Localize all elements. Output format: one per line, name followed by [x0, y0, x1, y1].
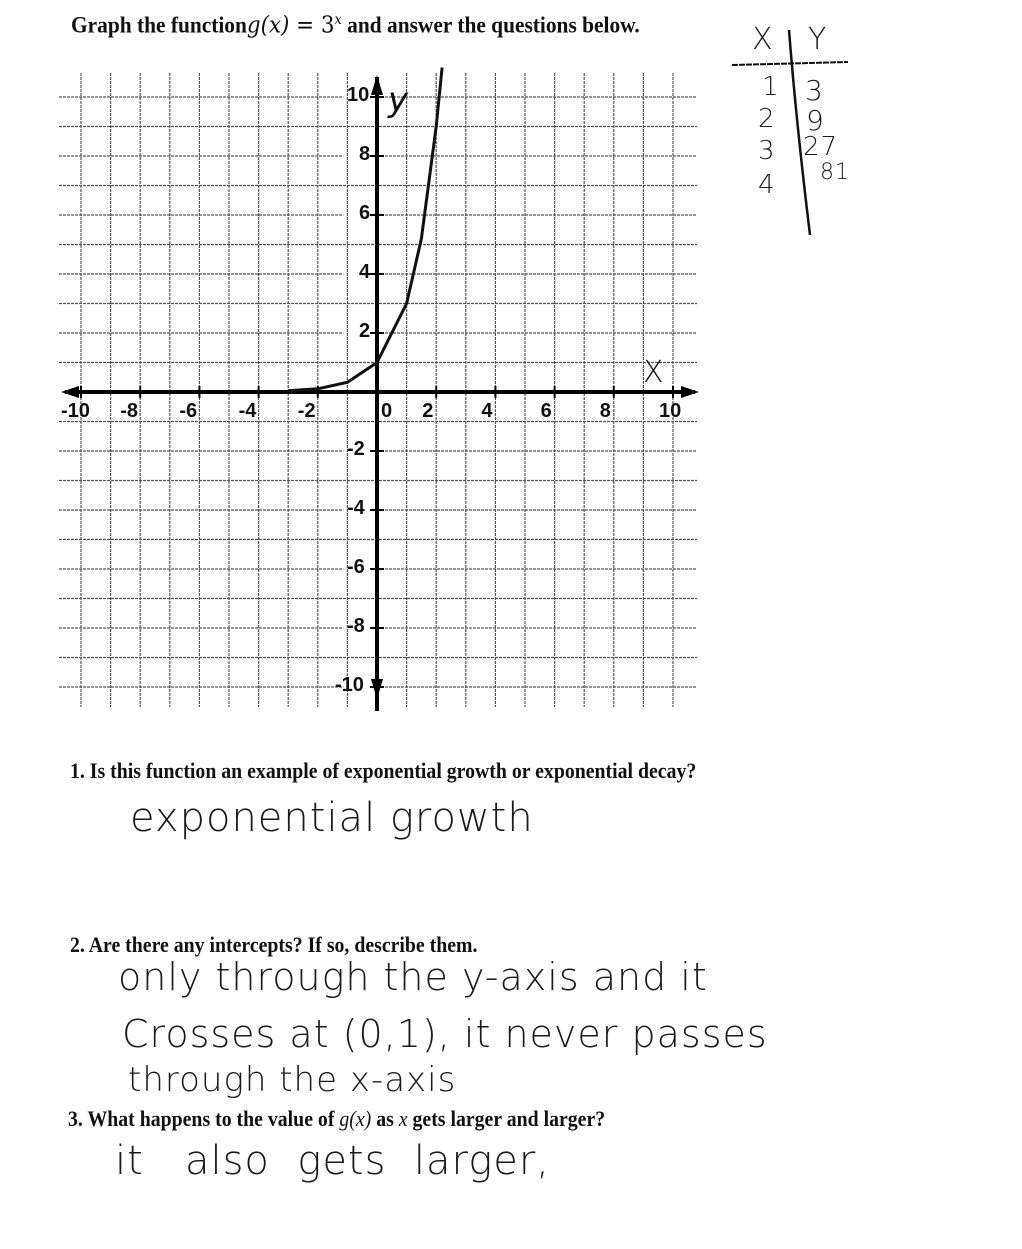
question-number: 2. [70, 932, 85, 957]
table-row-x: 2 [758, 104, 776, 134]
question-3 [68, 1106, 605, 1132]
y-tick-label: 6 [359, 202, 371, 224]
y-tick-label: -2 [347, 438, 365, 460]
table-header-y: Y [808, 22, 828, 57]
y-tick-label: 10 [347, 84, 370, 106]
table-row-y: 3 [805, 74, 824, 107]
table-row-x: 1 [762, 72, 780, 102]
title-suffix: and answer the questions below. [341, 12, 640, 38]
x-tick-label: 10 [659, 400, 682, 422]
title-exponent: x [334, 12, 342, 28]
answer-3-line: it also gets larger, [115, 1138, 551, 1184]
answer-1-line: exponential growth [130, 795, 534, 841]
question-text: Are there any intercepts? If so, describe them. [88, 932, 478, 957]
question-function: g(x) [339, 1106, 372, 1131]
title-equals: = 3 [289, 12, 335, 39]
x-tick-label: 2 [422, 400, 434, 422]
y-tick-label: 4 [359, 261, 371, 283]
answer-2-line: through the x-axis [128, 1060, 457, 1100]
x-tick-label: 0 [381, 400, 393, 422]
title-prefix: Graph the function [71, 12, 247, 38]
x-tick-label: -8 [120, 400, 138, 422]
question-number: 3. [68, 1106, 83, 1131]
question-1 [70, 758, 696, 784]
question-text: as [371, 1106, 399, 1131]
table-row-x: 4 [758, 170, 776, 200]
table-header-x: X [752, 22, 774, 57]
y-tick-label: 2 [359, 320, 371, 342]
table-row-x: 3 [758, 136, 776, 166]
x-tick-label: -2 [297, 400, 316, 422]
x-axis-label: X [643, 355, 664, 390]
x-tick-label: -10 [61, 400, 90, 422]
table-row-y: 27 [803, 132, 839, 162]
x-tick-label: -4 [238, 400, 257, 422]
question-number: 1. [70, 758, 85, 783]
title-function: g(x) [246, 12, 290, 39]
x-tick-label: 6 [540, 400, 552, 422]
x-tick-label: 8 [599, 400, 611, 422]
x-tick-label: -6 [179, 400, 198, 422]
y-tick-label: 8 [359, 143, 371, 165]
y-tick-label: -8 [347, 615, 365, 637]
answer-2-line: only through the y-axis and it [118, 955, 708, 999]
table-row-y: 9 [806, 104, 825, 137]
y-tick-label: -6 [347, 556, 365, 578]
table-row-y: 81 [820, 160, 850, 185]
question-text: gets larger and larger? [407, 1106, 606, 1131]
y-axis-label: y [388, 80, 409, 120]
y-tick-label: -4 [347, 497, 365, 519]
question-text: Is this function an example of exponential growth or exponential decay? [89, 758, 697, 783]
question-variable: x [398, 1106, 408, 1131]
x-tick-label: 4 [481, 400, 493, 422]
question-text: What happens to the value of [87, 1106, 340, 1131]
answer-2-line: Crosses at (0,1), it never passes [122, 1012, 768, 1056]
y-tick-label: -10 [335, 674, 364, 696]
